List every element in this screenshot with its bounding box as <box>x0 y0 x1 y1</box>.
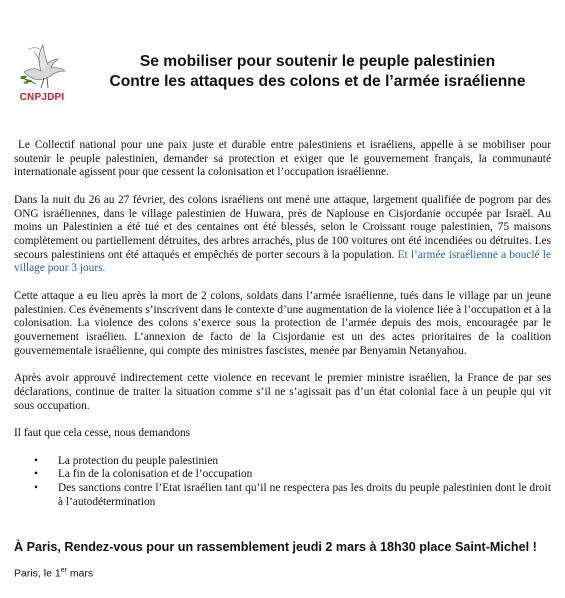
signature-date-text: Paris, le 1 <box>14 567 61 580</box>
events-highlight-text: Et l’armée israélienne a bouclé le village pour 3 jours. <box>14 248 551 275</box>
title-line-1: Se mobiliser pour soutenir le peuple palestinien <box>139 53 496 70</box>
intro-paragraph: Le Collectif national pour une paix juste et durable entre palestiniens et israéliens, appelle à se mobiliser pour soutenir le peuple palestinien, demander sa protection et exiger que le gouvernement français, la communauté internationale agissent pour que cessent la colonisation et l’occupation israélienne. <box>14 139 551 179</box>
demands-intro: Il faut que cela cesse, nous demandons <box>14 427 191 440</box>
signature-date-sup: er <box>60 567 67 574</box>
france-paragraph: Après avoir approuvé indirectement cette violence en recevant le premier ministre israélien, la France de par ses déclarations, continue de traiter la situation comme s’il ne s’agissait pas d’un état colonial face à un peuple qui vit sous occupation. <box>14 372 551 412</box>
document-body <box>14 139 551 509</box>
list-item: • La fin de la colonisation et de l’occupation <box>46 468 551 482</box>
dove-icon <box>14 38 70 94</box>
signature-date <box>14 567 93 580</box>
demands-list <box>14 455 551 510</box>
list-item: • Des sanctions contre l’Etat israélien tant qu’il ne respectera pas les droits du peuple palestinien dont le droit à l’autodétermination <box>46 482 551 509</box>
events-text: Dans la nuit du 26 au 27 février, des colons israéliens ont mené une attaque, largement qualifiée de pogrom par des ONG israéliennes, dans le village palestinien de Huwara, près de Naplouse en Cisjordanie occupée par Israël. Au moins un Palestinien a été tué et des centaines ont été blessés, selon le Croissant rouge palestinien, 75 maisons complètement ou partiellement détruites, des arbres arrachés, plus de 100 voitures ont été incendiées ou détruites. Les secours palestiniens ont été attaqués et empêchés de porter secours à la population. <box>14 193 551 261</box>
title-line-2: Contre les attaques des colons et de l’armée israélienne <box>109 73 526 90</box>
list-item: • La protection du peuple palestinien <box>46 455 551 469</box>
rally-announcement: À Paris, Rendez-vous pour un rassemblement jeudi 2 mars à 18h30 place Saint-Michel ! <box>14 540 537 554</box>
context-paragraph: Cette attaque a eu lieu après la mort de 2 colons, soldats dans l’armée israélienne, tués dans le village par un jeune palestinien. Ces événements s’inscrivent dans le contexte d’une augmentation de la violence liée à l’occupation et à la colonisation. La violence des colons s’exerce sous la protection de l’armée depuis des mois, encouragée par le gouvernement israélien. L’annexion de facto de la Cisjordanie est un des actes prioritaires de la coalition gouvernementale israélienne, qui compte des ministres fascistes, menée par Benyamin Netanyahou. <box>14 289 551 357</box>
events-paragraph <box>14 194 551 276</box>
signature-date-month: mars <box>66 567 94 580</box>
organization-logo <box>14 38 70 108</box>
page-title <box>70 52 565 92</box>
logo-text: CNPJDPI <box>19 92 65 103</box>
